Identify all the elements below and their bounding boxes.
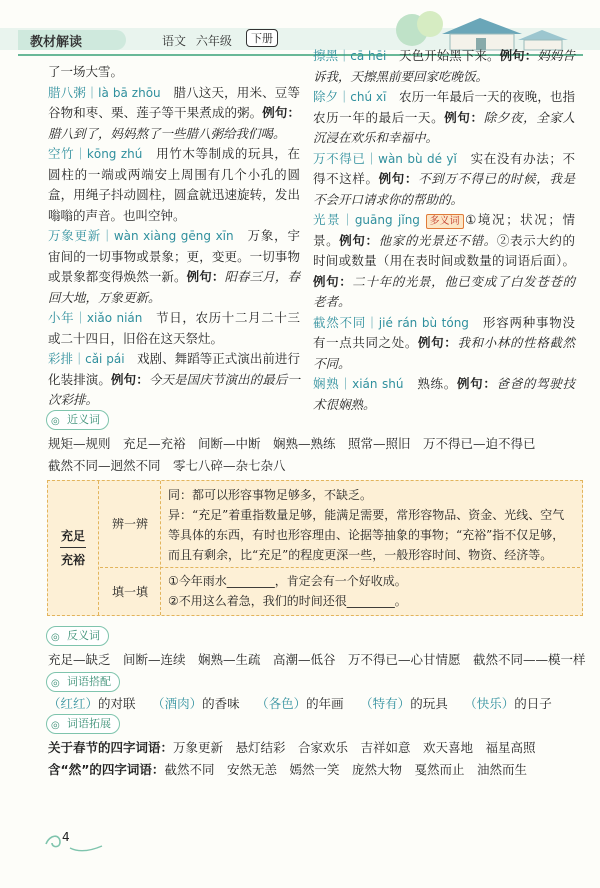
entry-continuation: 了一场大雪。	[48, 64, 124, 79]
synonyms-line-2: 截然不同—迥然不同 零七八碎—杂七杂八	[48, 458, 286, 473]
word-a: 充足	[60, 529, 85, 543]
entry-word: 空竹	[48, 146, 75, 161]
entry-word: 彩排	[48, 351, 74, 366]
entry-cai-pai: 彩排｜cǎi pái 戏剧、舞蹈等正式演出前进行化装排演。例句：今天是国庆节演出的最后一次彩排。	[48, 351, 300, 407]
diff-text: 异：“充足”着重指数量足够，能满足需要，常形容物品、资金、光线、空气等具体的东西，有时也形容理由、论据等抽象的事物；“充裕”指不仅足够，而且有剩余，比“充足”的程度更深一些，一般形容时间、物资、经济等。	[168, 508, 565, 562]
entry-pinyin: chú xī	[350, 90, 387, 104]
fill-questions	[168, 571, 573, 611]
entry-pinyin: cā hēi	[350, 49, 387, 63]
entry-ca-hei: 擦黑｜cā hēi 天色开始黑下来。例句：妈妈告诉我，天擦黑前要回家吃晚饭。	[313, 48, 575, 84]
comparison-explanation	[168, 485, 573, 565]
swirl-icon: ◎	[51, 678, 60, 689]
entry-kong-zhu: 空竹｜kōng zhú 用竹木等制成的玩具，在圆柱的一端或两端安上周围有几个小孔的圆盒，用绳子抖动圆柱，圆盒就迅速旋转，发出嗡嗡的声音。也叫空钟。	[48, 146, 300, 223]
entry-wanxiang-gengxin: 万象更新｜wàn xiàng gēng xīn 万象，宇宙间的一切事物或景象；更，变更。一切事物或景象都变得焕然一新。例句：阳春三月，春回大地，万象更新。	[48, 228, 300, 305]
entry-pinyin: wàn bù dé yǐ	[378, 151, 457, 166]
entry-jieran-butong: 截然不同｜jié rán bù tóng 形容两种事物没有一点共同之处。例句：我和小林的性格截然不同。	[313, 314, 575, 371]
entry-pinyin: kōng zhú	[86, 147, 143, 161]
entry-wanbu-deyi: 万不得已｜wàn bù dé yǐ 实在没有办法；不得不这样。例句：不到万不得已的时候，我是不会开口请求你的帮助的。	[313, 150, 575, 207]
swirl-icon: ◎	[51, 632, 60, 643]
entry-pinyin: xián shú	[352, 377, 404, 391]
entry-guang-jing: 光景｜guāng jǐng 多义词 ①境况；状况；情景。例句：他家的光景还不错。②表示大约的时间或数量（用在表时间或数量的词语后面）。例句：二十年的光景，他已变成了白发苍苍的老者。	[313, 212, 575, 309]
polysemy-tag: 多义词	[426, 214, 464, 229]
comparison-box	[47, 480, 583, 616]
entry-word: 万象更新	[48, 228, 102, 243]
entry-word: 万不得已	[313, 150, 366, 166]
comparison-words	[48, 481, 99, 615]
comparison-labels	[100, 481, 160, 615]
fill-question-1: ①今年雨水________，肯定会有一个好收成。	[168, 574, 407, 588]
entry-pinyin: wàn xiàng gēng xīn	[113, 229, 234, 243]
header-title: 教材解读	[30, 35, 83, 50]
entry-laba-zhou: 腊八粥｜là bā zhōu 腊八这天，用米、豆等谷物和枣、栗、莲子等干果煮成的粥。例句：腊八到了，妈妈熬了一些腊八粥给我们喝。	[48, 84, 300, 141]
expansion-line-2: 含“然”的四字词语：截然不同 安然无恙 嫣然一笑 庞然大物 戛然而止 油然而生	[48, 762, 527, 777]
word-b: 充裕	[60, 553, 85, 567]
entry-pinyin: là bā zhōu	[98, 85, 161, 100]
entry-pinyin: xiǎo nián	[86, 311, 143, 325]
same-text: 同：都可以形容事物足够多，不缺乏。	[168, 488, 373, 502]
page-ornament-icon	[42, 830, 112, 854]
entry-word: 小年	[48, 310, 75, 325]
header-volume: 下册	[246, 29, 278, 47]
swirl-icon: ◎	[51, 720, 60, 731]
fill-question-2: ②不用这么着急，我们的时间还很________。	[168, 594, 407, 608]
antonyms-label: ◎ 反义词	[46, 626, 109, 646]
header-subject: 语文 六年级	[162, 34, 232, 48]
expansion-line-1: 关于春节的四字词语：万象更新 悬灯结彩 合家欢乐 吉祥如意 欢天喜地 福星高照	[48, 740, 536, 755]
entry-pinyin: jié rán bù tóng	[378, 315, 469, 330]
entry-xiao-nian: 小年｜xiǎo nián 节日，农历十二月二十三或二十四日，旧俗在这天祭灶。	[48, 310, 300, 346]
fill-label: 填一填	[111, 585, 148, 599]
entry-word: 擦黑	[313, 48, 339, 63]
entry-word: 光景	[313, 212, 342, 227]
antonyms-line: 充足—缺乏 间断—连续 娴熟—生疏 高潮—低谷 万不得已—心甘情愿 截然不同——模一样	[48, 652, 586, 667]
swirl-icon: ◎	[51, 416, 60, 427]
entry-word: 腊八粥	[48, 84, 86, 100]
entry-word: 截然不同	[313, 314, 367, 330]
collocations-line: （红红）的对联 （酒肉）的香味 （各色）的年画 （特有）的玩具 （快乐）的日子	[48, 696, 552, 711]
right-column	[313, 46, 575, 415]
left-column	[48, 62, 300, 411]
distinguish-label: 辨一辨	[111, 517, 148, 531]
entry-chu-xi: 除夕｜chú xī 农历一年最后一天的夜晚，也指农历一年的最后一天。例句：除夕夜，全家人沉浸在欢乐和幸福中。	[313, 89, 575, 145]
synonyms-label: ◎ 近义词	[46, 410, 109, 430]
entry-xian-shu: 娴熟｜xián shú 熟练。例句：爸爸的驾驶技术很娴熟。	[313, 376, 575, 412]
entry-pinyin: guāng jǐng	[354, 213, 420, 227]
page-number: 4	[62, 830, 70, 844]
synonyms-line-1: 规矩—规则 充足—充裕 间断—中断 娴熟—熟练 照常—照旧 万不得已—迫不得已	[48, 436, 536, 451]
entry-word: 娴熟	[313, 376, 340, 391]
entry-pinyin: cǎi pái	[85, 352, 125, 366]
expansion-label: ◎ 词语拓展	[46, 714, 120, 734]
collocations-label: ◎ 词语搭配	[46, 672, 120, 692]
entry-word: 除夕	[313, 89, 339, 104]
